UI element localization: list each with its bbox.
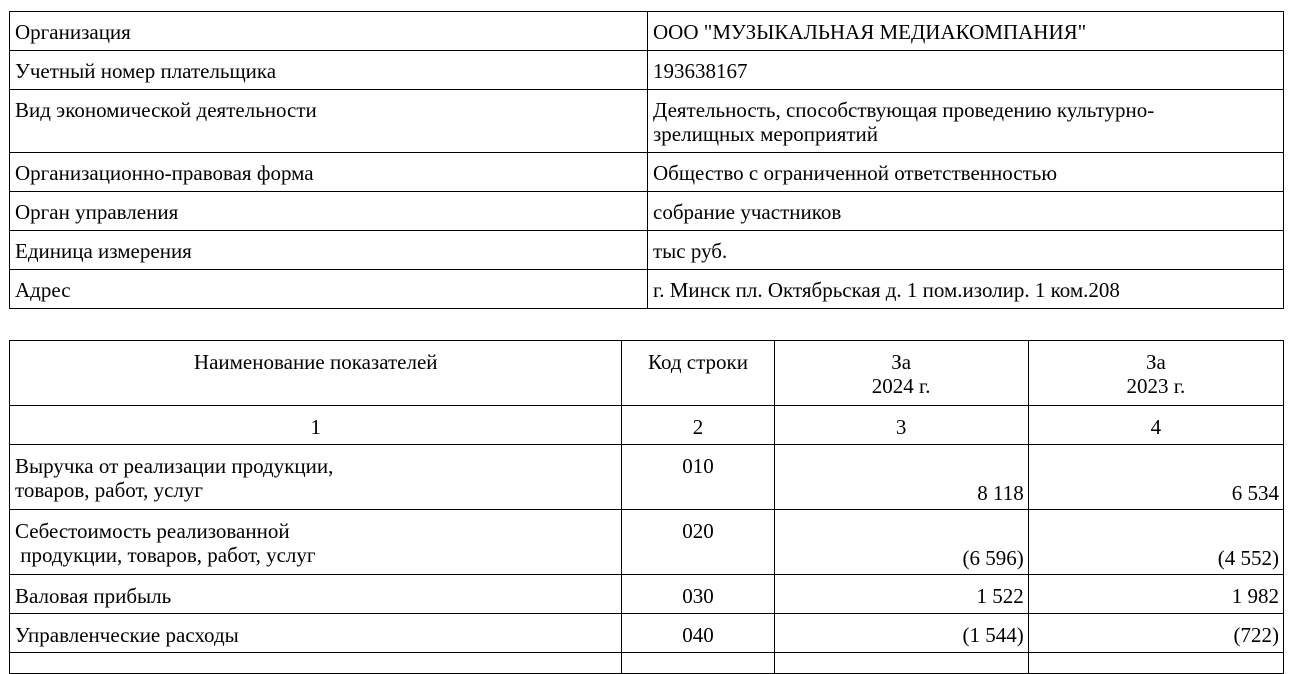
row-value-2024: (1 544) [774, 614, 1028, 653]
row-value-2024: 1 522 [774, 575, 1028, 614]
header-line-code: Код строки [622, 341, 774, 406]
info-label: Вид экономической деятельности [10, 90, 648, 153]
header-year-prefix: За [1145, 350, 1166, 374]
row-name: Управленческие расходы [10, 614, 622, 653]
info-row-address [10, 270, 1284, 309]
info-value: собрание участников [648, 192, 1284, 231]
column-number: 4 [1028, 406, 1283, 445]
row-code: 030 [622, 575, 774, 614]
header-row [10, 341, 1284, 406]
row-code [622, 653, 774, 674]
header-year-value: 2023 г. [1126, 374, 1186, 398]
row-name-line: Выручка от реализации продукции, [15, 454, 334, 478]
column-number: 3 [774, 406, 1028, 445]
header-year-value: 2024 г. [871, 374, 931, 398]
row-name [10, 510, 622, 575]
row-value-2023: (4 552) [1028, 510, 1283, 575]
organization-info-table [9, 11, 1284, 309]
row-name-line: Себестоимость реализованной [15, 519, 290, 543]
info-row-governing-body [10, 192, 1284, 231]
info-value-line: зрелищных мероприятий [653, 122, 879, 146]
table-row-admin-expenses [10, 614, 1284, 653]
column-number-row [10, 406, 1284, 445]
row-name-line: товаров, работ, услуг [15, 478, 204, 502]
info-value: ООО "МУЗЫКАЛЬНАЯ МЕДИАКОМПАНИЯ" [648, 12, 1284, 51]
row-name [10, 445, 622, 510]
info-label: Учетный номер плательщика [10, 51, 648, 90]
header-indicator-name: Наименование показателей [10, 341, 622, 406]
info-label: Адрес [10, 270, 648, 309]
info-row-taxpayer-number [10, 51, 1284, 90]
info-label: Организационно-правовая форма [10, 153, 648, 192]
column-number: 1 [10, 406, 622, 445]
header-year-2023 [1028, 341, 1283, 406]
table-row-revenue [10, 445, 1284, 510]
row-name [10, 653, 622, 674]
row-value-2023 [1028, 653, 1283, 674]
table-row-continuation [10, 653, 1284, 674]
info-value-line: Деятельность, способствующая проведению культурно- [653, 98, 1155, 122]
row-name-line: продукции, товаров, работ, услуг [15, 543, 316, 567]
table-row-cost-of-sales [10, 510, 1284, 575]
info-value: г. Минск пл. Октябрьская д. 1 пом.изолир. 1 ком.208 [648, 270, 1284, 309]
info-value: тыс руб. [648, 231, 1284, 270]
header-year-prefix: За [891, 350, 912, 374]
row-value-2024: 8 118 [774, 445, 1028, 510]
row-value-2023: 6 534 [1028, 445, 1283, 510]
info-label: Организация [10, 12, 648, 51]
info-value [648, 90, 1284, 153]
row-value-2024: (6 596) [774, 510, 1028, 575]
row-name: Валовая прибыль [10, 575, 622, 614]
column-number: 2 [622, 406, 774, 445]
row-value-2023: 1 982 [1028, 575, 1283, 614]
row-code: 040 [622, 614, 774, 653]
info-label: Единица измерения [10, 231, 648, 270]
header-year-2024 [774, 341, 1028, 406]
row-code: 020 [622, 510, 774, 575]
row-code: 010 [622, 445, 774, 510]
row-value-2024 [774, 653, 1028, 674]
info-row-activity [10, 90, 1284, 153]
income-statement-table [9, 340, 1284, 674]
info-row-legal-form [10, 153, 1284, 192]
row-value-2023: (722) [1028, 614, 1283, 653]
info-label: Орган управления [10, 192, 648, 231]
info-row-organization [10, 12, 1284, 51]
info-value: Общество с ограниченной ответственностью [648, 153, 1284, 192]
table-row-gross-profit [10, 575, 1284, 614]
info-value: 193638167 [648, 51, 1284, 90]
info-row-unit [10, 231, 1284, 270]
